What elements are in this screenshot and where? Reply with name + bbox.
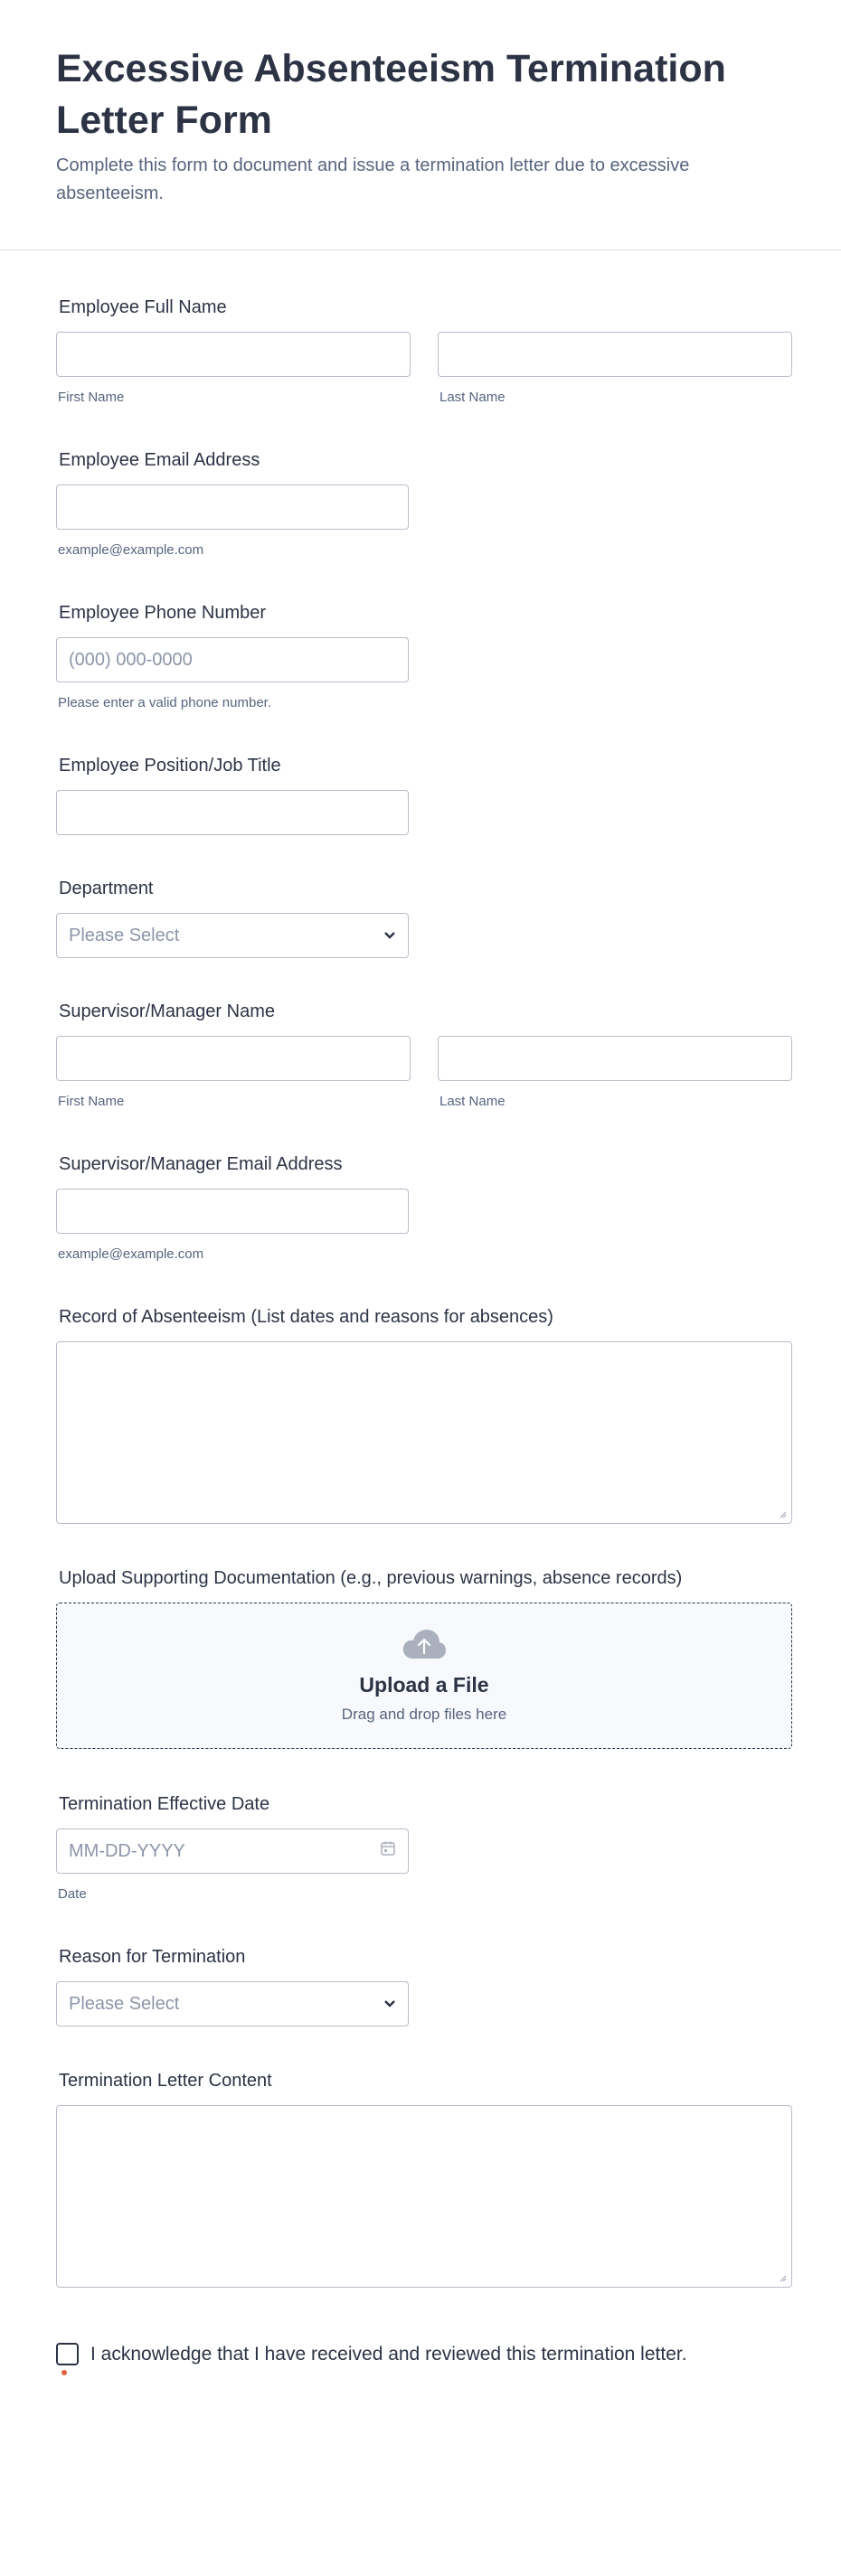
- letter-content-textarea[interactable]: [56, 2105, 792, 2288]
- employee-name-field: [56, 296, 792, 405]
- employee-email-input[interactable]: [56, 484, 409, 530]
- effective-date-input[interactable]: [56, 1829, 409, 1874]
- supervisor-email-input[interactable]: [56, 1189, 409, 1234]
- effective-date-label: Termination Effective Date: [59, 1794, 270, 1814]
- position-field: [56, 755, 792, 835]
- effective-date-field: [56, 1793, 792, 1902]
- supervisor-email-sublabel: example@example.com: [58, 1246, 204, 1262]
- letter-content-field: [56, 2070, 792, 2288]
- acknowledge-checkbox[interactable]: [56, 2343, 79, 2365]
- resize-handle-icon[interactable]: [778, 1509, 787, 1518]
- department-select[interactable]: [56, 913, 409, 958]
- employee-last-name-input[interactable]: [438, 332, 792, 377]
- supervisor-last-name-sublabel: Last Name: [439, 1094, 506, 1109]
- upload-subtitle: Drag and drop files here: [341, 1705, 507, 1723]
- supervisor-name-field: [56, 1001, 792, 1109]
- reason-label: Reason for Termination: [59, 1947, 246, 1967]
- supervisor-first-name-sublabel: First Name: [58, 1094, 125, 1109]
- effective-date-sublabel: Date: [58, 1886, 87, 1902]
- position-input[interactable]: [56, 790, 409, 835]
- department-label: Department: [59, 879, 154, 898]
- supervisor-first-name-input[interactable]: [56, 1036, 411, 1081]
- reason-select[interactable]: [56, 1981, 409, 2026]
- employee-email-field: [56, 449, 792, 558]
- employee-phone-label: Employee Phone Number: [59, 603, 267, 623]
- form-title: Excessive Absenteeism Termination Letter Form: [56, 47, 726, 142]
- calendar-icon[interactable]: [380, 1840, 396, 1862]
- upload-field: [56, 1567, 792, 1749]
- supervisor-email-field: [56, 1153, 792, 1262]
- resize-handle-icon[interactable]: [778, 2273, 787, 2282]
- absence-record-field: [56, 1306, 792, 1524]
- form-header: [0, 0, 841, 250]
- supervisor-email-label: Supervisor/Manager Email Address: [59, 1154, 343, 1174]
- chevron-down-icon: [383, 1998, 396, 2010]
- acknowledge-field: [56, 2343, 792, 2375]
- absence-record-label: Record of Absenteeism (List dates and reasons for absences): [59, 1307, 553, 1327]
- position-label: Employee Position/Job Title: [59, 756, 281, 776]
- upload-label: Upload Supporting Documentation (e.g., previous warnings, absence records): [59, 1568, 683, 1588]
- upload-dropzone[interactable]: [56, 1603, 792, 1749]
- form-subtitle: Complete this form to document and issue a termination letter due to excessive absenteeism.: [56, 155, 690, 203]
- employee-first-name-input[interactable]: [56, 332, 411, 377]
- effective-date-placeholder: MM-DD-YYYY: [69, 1840, 185, 1861]
- acknowledge-label: I acknowledge that I have received and reviewed this termination letter.: [90, 2343, 687, 2364]
- employee-phone-input[interactable]: (000) 000-0000: [56, 637, 409, 682]
- department-field: [56, 878, 792, 958]
- employee-phone-field: [56, 602, 792, 710]
- absence-record-textarea[interactable]: [56, 1341, 792, 1524]
- employee-first-name-sublabel: First Name: [58, 390, 125, 405]
- employee-email-label: Employee Email Address: [59, 450, 260, 470]
- employee-phone-sublabel: Please enter a valid phone number.: [58, 695, 271, 710]
- cloud-upload-icon: [402, 1629, 447, 1664]
- required-indicator: [61, 2370, 67, 2375]
- upload-title: Upload a File: [359, 1672, 489, 1697]
- reason-selected-value: Please Select: [69, 1993, 180, 2014]
- supervisor-name-label: Supervisor/Manager Name: [59, 1001, 275, 1021]
- department-selected-value: Please Select: [69, 925, 180, 945]
- employee-name-label: Employee Full Name: [59, 297, 227, 317]
- letter-content-label: Termination Letter Content: [59, 2071, 272, 2091]
- supervisor-last-name-input[interactable]: [438, 1036, 792, 1081]
- employee-email-sublabel: example@example.com: [58, 542, 204, 558]
- chevron-down-icon: [383, 929, 396, 942]
- employee-last-name-sublabel: Last Name: [439, 390, 506, 405]
- reason-field: [56, 1946, 792, 2026]
